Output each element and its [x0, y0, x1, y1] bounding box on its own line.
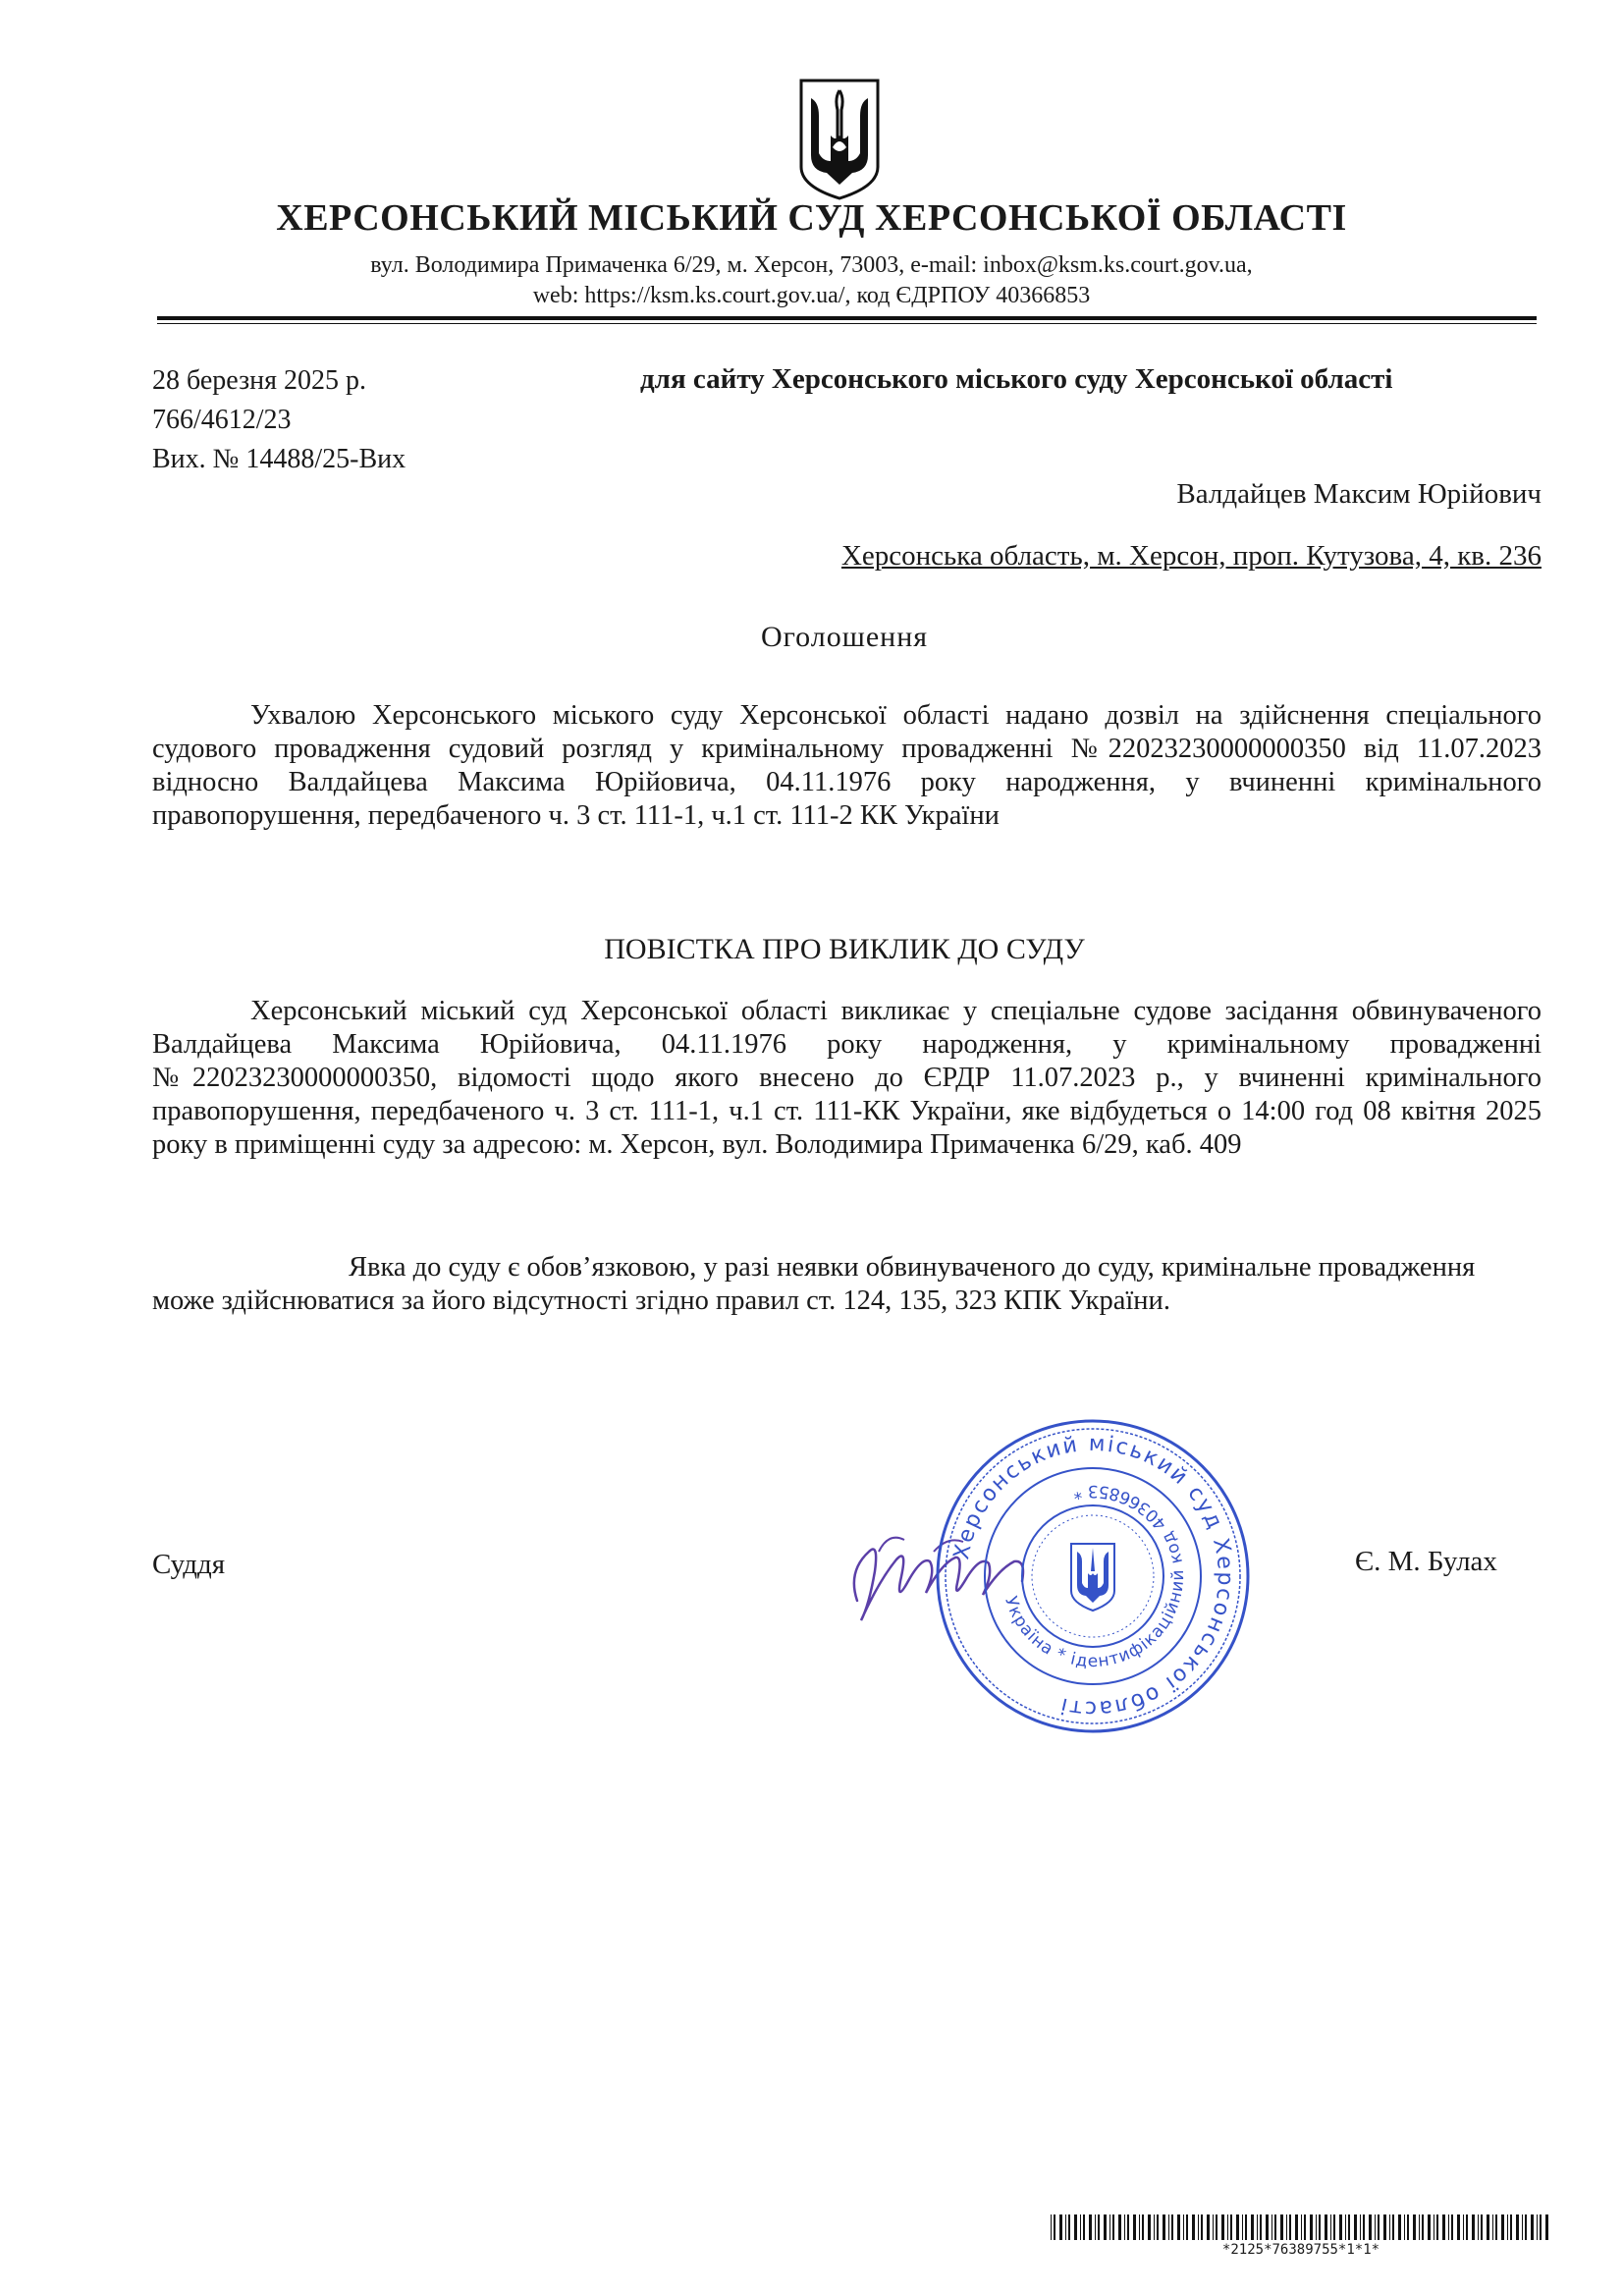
attendance-notice: Явка до суду є обов’язковою, у разі неявки обвинуваченого до суду, кримінальне провадження може здійснюватися за його відсутності згідно правил ст. 124, 135, 323 КПК України.	[152, 1252, 1476, 1316]
trident-icon	[797, 77, 882, 202]
recipient-address: Херсонська область, м. Херсон, проп. Кутузова, 4, кв. 236	[840, 540, 1542, 572]
court-name: ХЕРСОНСЬКИЙ МІСЬКИЙ СУД ХЕРСОНСЬКОЇ ОБЛАСТІ	[276, 197, 1347, 239]
svg-text:Україна * ідентифікаційний код: Україна * ідентифікаційний код 40366853 *	[1000, 1480, 1189, 1672]
judge-name: Є. М. Булах	[1355, 1546, 1497, 1577]
summons-title: ПОВІСТКА ПРО ВИКЛИК ДО СУДУ	[604, 933, 1085, 965]
court-web-line: web: https://ksm.ks.court.gov.ua/, код ЄДРПОУ 40366853	[532, 283, 1091, 308]
announcement-title: Оголошення	[760, 621, 929, 653]
announcement-text: Ухвалою Херсонського міського суду Херсонської області надано дозвіл на здійснення спеціального судового провадження судовий розгляд у кримінальному провадженні №22023230000000350 від 11.07.2023 відносно Валдайцева Максима Юрійовича, 04.11.1976 року народження, у вчиненні кримінального правопорушення, передбаченого ч. 3 ст. 111-1, ч.1 ст. 111-2 КК України	[152, 700, 1542, 831]
svg-text:Херсонський міський суд Херсон: Херсонський міський суд Херсонської області	[949, 1431, 1238, 1722]
document-date: 28 березня 2025 р.	[152, 365, 366, 396]
court-address-line: вул. Володимира Примаченка 6/29, м. Херсон, 73003, e-mail: inbox@ksm.ks.court.gov.ua,	[370, 252, 1253, 278]
judge-label: Суддя	[152, 1549, 226, 1580]
barcode-number: *2125*76389755*1*1*	[1221, 2242, 1380, 2258]
summons-text: Херсонський міський суд Херсонської області викликає у спеціальне судове засідання обвинуваченого Валдайцева Максима Юрійовича, 04.11.1976 року народження, у кримінальному провадженні №22023230000000350, відомості щодо якого внесено до ЄРДР 11.07.2023 р., у вчиненні кримінального правопорушення, передбаченого ч. 3 ст. 111-1, ч.1 ст. 111-КК України, яке відбудеться о 14:00 год 08 квітня 2025 року в приміщенні суду за адресою: м. Херсон, вул. Володимира Примаченка 6/29, каб. 409	[152, 996, 1542, 1160]
barcode-icon	[1051, 2214, 1551, 2240]
court-seal-icon	[931, 1414, 1255, 1738]
outgoing-number: Вих. № 14488/25-Вих	[152, 444, 406, 474]
header-divider-thin	[157, 323, 1537, 324]
for-site-note: для сайту Херсонського міського суду Херсонської області	[640, 363, 1393, 395]
case-number: 766/4612/23	[152, 405, 292, 435]
header-divider	[157, 316, 1537, 320]
recipient-name: Валдайцев Максим Юрійович	[1176, 478, 1542, 510]
